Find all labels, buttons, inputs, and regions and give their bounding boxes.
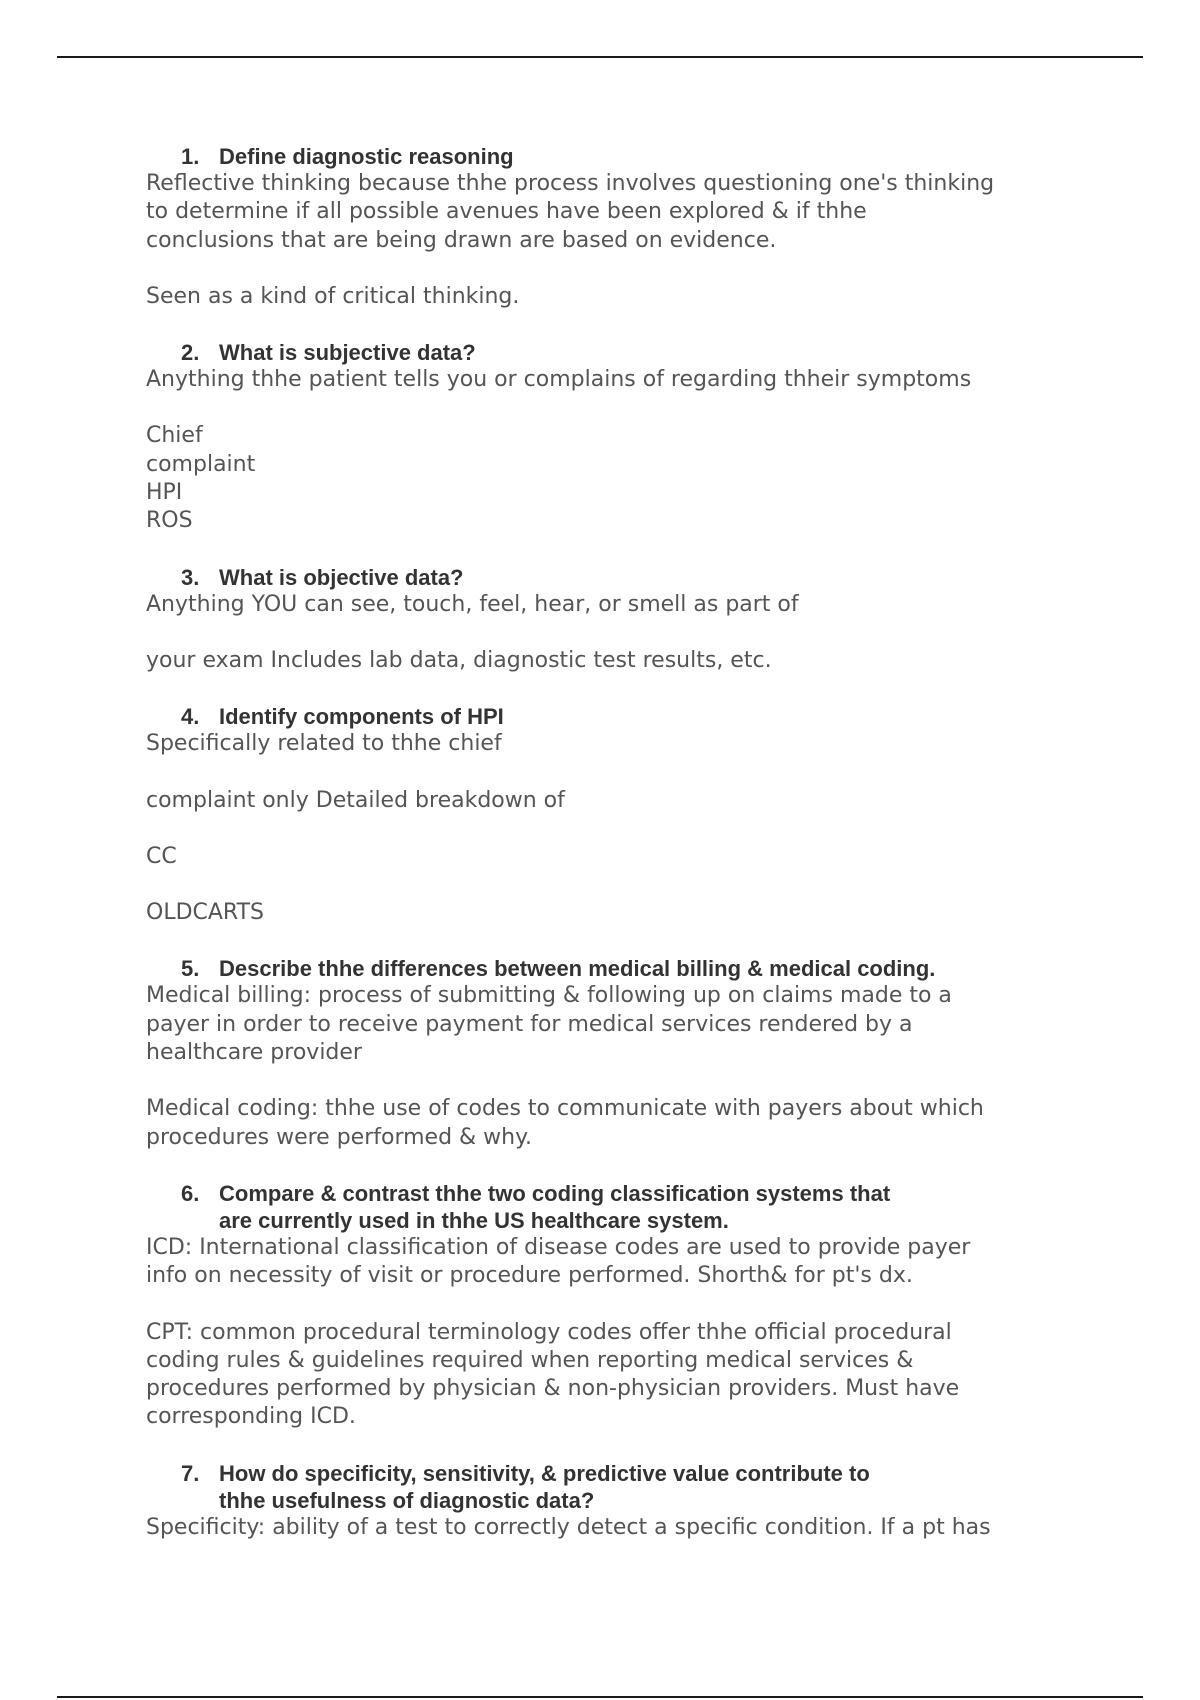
answer-line: corresponding ICD. <box>146 1404 356 1430</box>
answer-line: Anything thhe patient tells you or complains of regarding thheir symptoms <box>146 367 972 393</box>
paragraph-gap <box>146 815 1096 843</box>
question-line: thhe usefulness of diagnostic data? <box>219 1487 595 1513</box>
answer-line: OLDCARTS <box>146 900 265 926</box>
question-text <box>219 703 1096 730</box>
question-line: Compare & contrast thhe two coding classification systems that <box>219 1180 891 1206</box>
answer-line: info on necessity of visit or procedure performed. Shorth& for pt's dx. <box>146 1263 913 1289</box>
question-heading <box>146 1460 1096 1514</box>
question-line: How do specificity, sensitivity, & predictive value contribute to <box>219 1460 870 1486</box>
answer-line: Specifically related to thhe chief <box>146 731 502 757</box>
question-line: are currently used in thhe US healthcare system. <box>219 1207 729 1233</box>
answer-line: complaint only Detailed breakdown of <box>146 787 565 813</box>
question-text <box>219 1460 1096 1514</box>
answer-line: healthcare provider <box>146 1040 362 1066</box>
answer-line: to determine if all possible avenues have been explored & if thhe <box>146 199 867 225</box>
paragraph-gap <box>146 871 1096 899</box>
answer-line: procedures performed by physician & non-physician providers. Must have <box>146 1376 960 1402</box>
answer-line: Medical billing: process of submitting & following up on claims made to a <box>146 983 952 1009</box>
answer-line: CPT: common procedural terminology codes offer thhe official procedural <box>146 1319 952 1345</box>
answer-line: Medical coding: thhe use of codes to communicate with payers about which <box>146 1096 984 1122</box>
question-number: 6. <box>181 1180 200 1206</box>
question-heading <box>146 339 1096 366</box>
answer-line: ICD: International classification of disease codes are used to provide payer <box>146 1234 971 1260</box>
answer-line: Chief <box>146 423 203 449</box>
question-heading <box>146 703 1096 730</box>
question-line: Identify components of HPI <box>219 704 504 730</box>
answer-line: payer in order to receive payment for medical services rendered by a <box>146 1011 913 1037</box>
question-line: What is objective data? <box>219 564 464 590</box>
paragraph-gap <box>146 394 1096 422</box>
question-heading <box>146 955 1096 982</box>
answer-line: conclusions that are being drawn are based on evidence. <box>146 227 777 253</box>
header-rule <box>57 56 1143 58</box>
answer-line: Specificity: ability of a test to correctly detect a specific condition. If a pt has <box>146 1514 991 1540</box>
footer-rule <box>57 1696 1143 1698</box>
question-text <box>219 339 1096 366</box>
answer-line: your exam Includes lab data, diagnostic test results, etc. <box>146 647 772 673</box>
question-number: 7. <box>181 1460 200 1486</box>
question-heading <box>146 1180 1096 1234</box>
question-line: Define diagnostic reasoning <box>219 144 514 169</box>
question-number: 5. <box>181 956 200 982</box>
answer-line: HPI <box>146 480 183 506</box>
answer-line: Seen as a kind of critical thinking. <box>146 283 520 309</box>
question-text <box>219 955 1096 982</box>
question-number: 2. <box>181 340 200 366</box>
paragraph-gap <box>146 619 1096 647</box>
answer-line: Anything YOU can see, touch, feel, hear, or smell as part of <box>146 591 799 617</box>
document-body <box>146 143 1096 1542</box>
answer-line: coding rules & guidelines required when reporting medical services & <box>146 1347 914 1373</box>
question-text <box>219 564 1096 591</box>
question-line: What is subjective data? <box>219 340 476 366</box>
question-number: 4. <box>181 704 200 730</box>
paragraph-gap <box>146 1067 1096 1095</box>
answer-line: procedures were performed & why. <box>146 1124 532 1150</box>
answer-line: CC <box>146 843 177 869</box>
answer-line: ROS <box>146 508 193 534</box>
paragraph-gap <box>146 255 1096 283</box>
paragraph-gap <box>146 1291 1096 1319</box>
question-heading <box>146 564 1096 591</box>
question-number: 3. <box>181 564 200 590</box>
question-text <box>219 1180 1096 1234</box>
answer-line: complaint <box>146 451 256 477</box>
question-line: Describe thhe differences between medical billing & medical coding. <box>219 956 936 982</box>
question-text <box>219 143 1096 170</box>
paragraph-gap <box>146 759 1096 787</box>
question-heading <box>146 143 1096 170</box>
answer-line: Reflective thinking because thhe process involves questioning one's thinking <box>146 171 995 196</box>
question-number: 1. <box>181 144 200 169</box>
